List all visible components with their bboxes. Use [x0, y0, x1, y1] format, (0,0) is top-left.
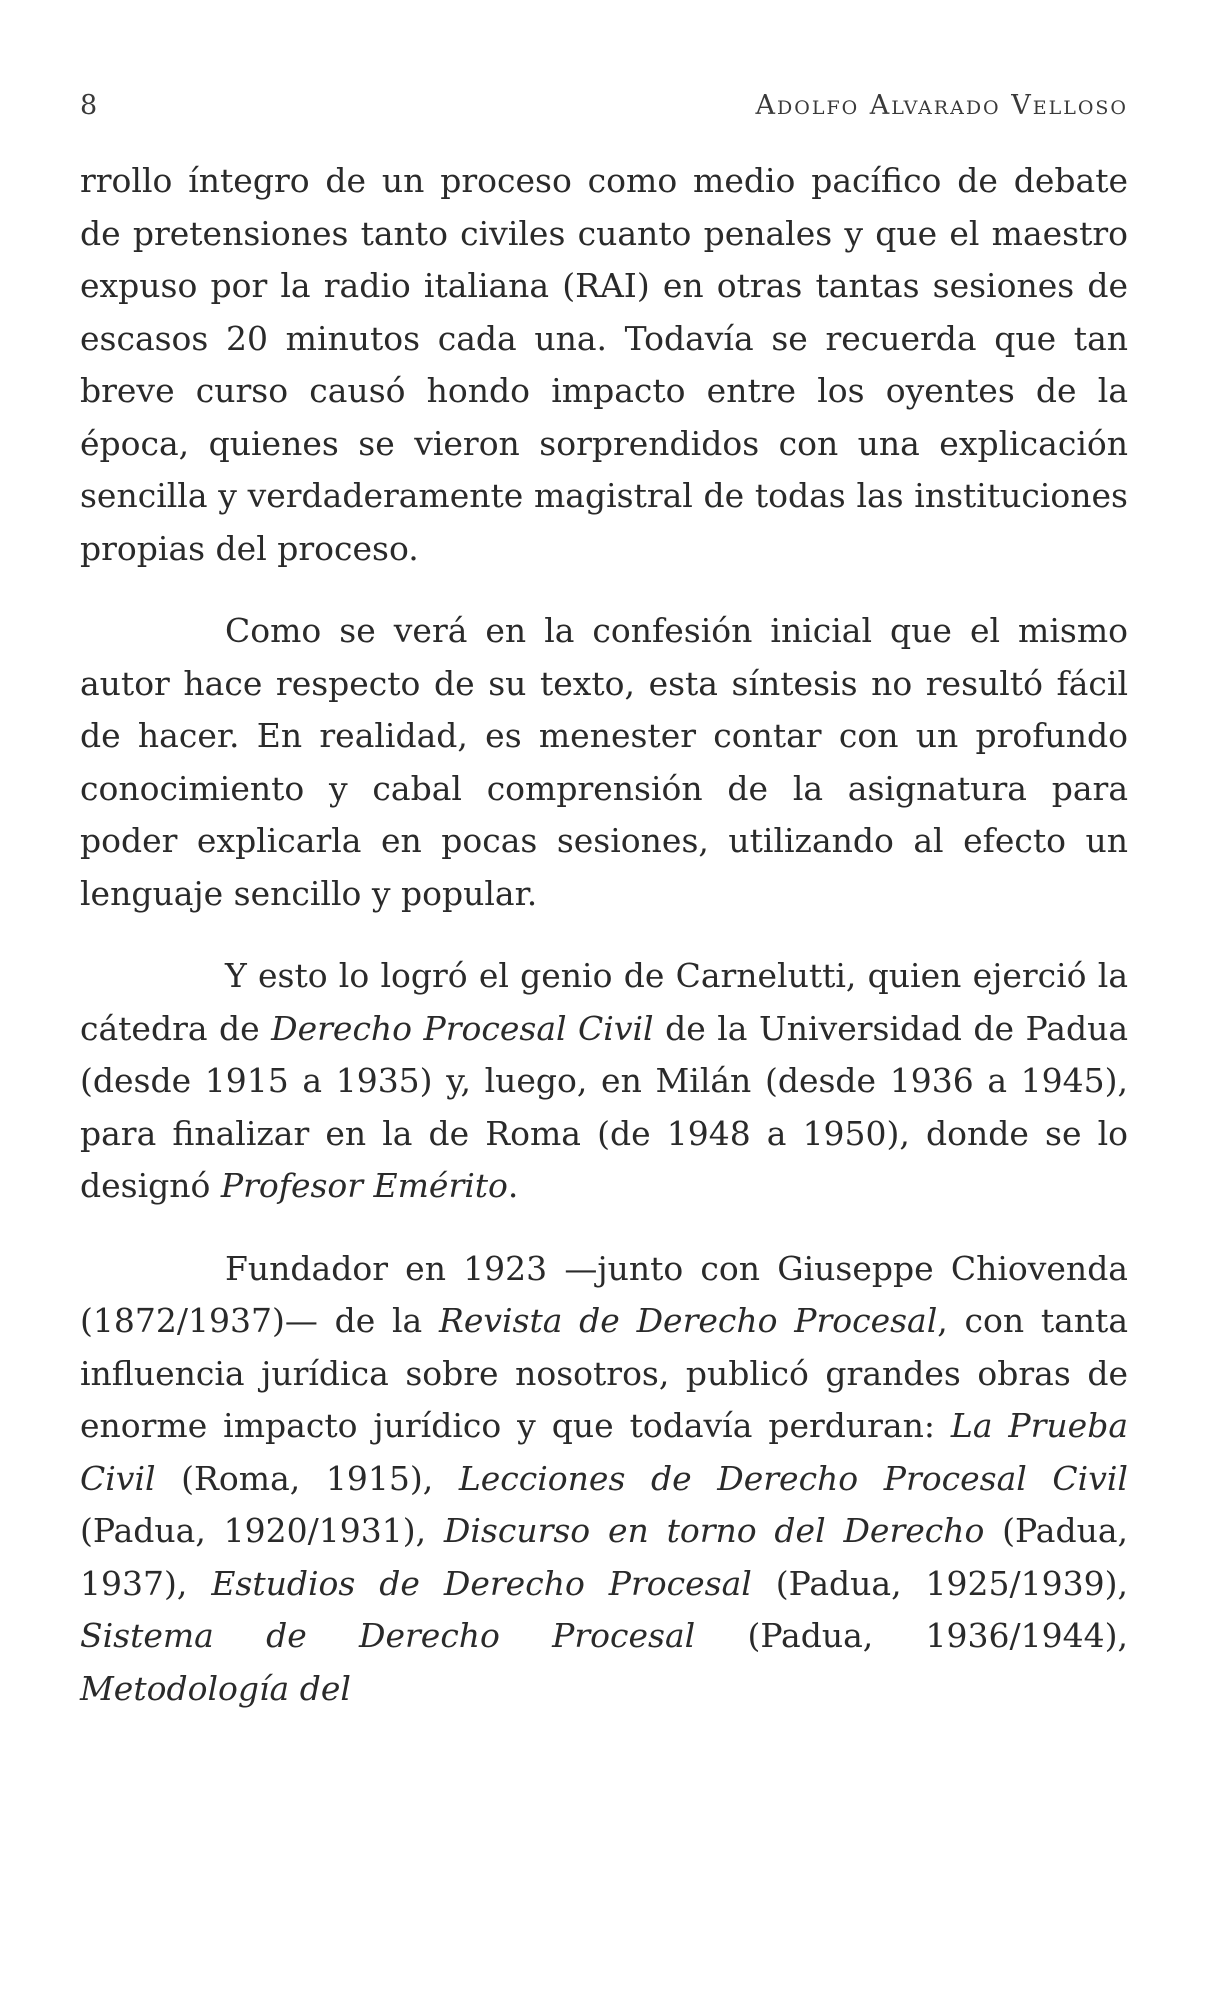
text-segment: (Padua, 1920/1931), — [80, 1511, 444, 1550]
page-number: 8 — [80, 90, 99, 121]
text-segment: rrollo íntegro de un proceso como medio pacífico de debate de pretensiones tanto civiles cuanto penales y que el maestro expuso por la radio italiana (RAI) en otras tantas sesiones de escasos 20 minutos cada una. Todavía se recuerda que tan breve curso causó hondo impacto entre los oyentes de la época, quienes se vieron sorprendidos con una explicación sencilla y verdaderamente magistral de todas las instituciones propias del proceso. — [80, 161, 1128, 568]
paragraph — [80, 155, 1128, 575]
text-segment: Como se verá en la confesión inicial que el mismo autor hace respecto de su texto, esta síntesis no resultó fácil de hacer. En realidad, es menester contar con un profundo conocimiento y cabal comprensión de la asignatura para poder explicarla en pocas sesiones, utilizando al efecto un lenguaje sencillo y popular. — [80, 611, 1128, 913]
text-segment: Y esto lo logró el genio de Carnelutti, quien ejerció la cátedra de — [80, 956, 1128, 1048]
italic-text: Sistema de Derecho Procesal — [80, 1616, 696, 1655]
italic-text: Derecho Procesal Civil — [271, 1008, 654, 1048]
italic-text: Lecciones de Derecho Procesal Civil — [458, 1458, 1128, 1498]
text-segment: de la Universidad de Padua (desde 1915 a 1935) y, luego, en Milán (desde 1936 a 1945), para finalizar en la de Roma (de 1948 a 1950), donde se lo designó — [80, 1008, 1129, 1205]
text-segment: (Roma, 1915), — [155, 1458, 459, 1498]
paragraph — [80, 950, 1128, 1213]
text-segment: . — [507, 1166, 519, 1205]
italic-text: Profesor Emérito — [220, 1166, 508, 1205]
body-text — [80, 155, 1128, 1715]
italic-text: Metodología del — [80, 1668, 351, 1708]
paragraph — [80, 605, 1128, 920]
text-segment: Fundador en 1923 —junto con Giuseppe Chiovenda (1872/1937)— de la — [80, 1248, 1128, 1340]
italic-text: La Prueba Civil — [80, 1406, 1128, 1498]
text-segment: (Padua, 1925/1939), — [751, 1563, 1128, 1603]
text-segment: (Padua, 1937), — [80, 1511, 1128, 1603]
italic-text: Estudios de Derecho Procesal — [211, 1563, 752, 1603]
page-header — [80, 90, 1128, 121]
paragraph — [80, 1243, 1128, 1716]
text-segment: , con tanta influencia jurídica sobre nosotros, publicó grandes obras de enorme impacto jurídico y que todavía perduran: — [80, 1301, 1128, 1445]
text-segment: (Padua, 1936/1944), — [695, 1616, 1128, 1655]
italic-text: Revista de Derecho Procesal — [438, 1301, 938, 1340]
running-title: Adolfo Alvarado Velloso — [755, 90, 1128, 121]
italic-text: Discurso en torno del Derecho — [443, 1511, 985, 1550]
